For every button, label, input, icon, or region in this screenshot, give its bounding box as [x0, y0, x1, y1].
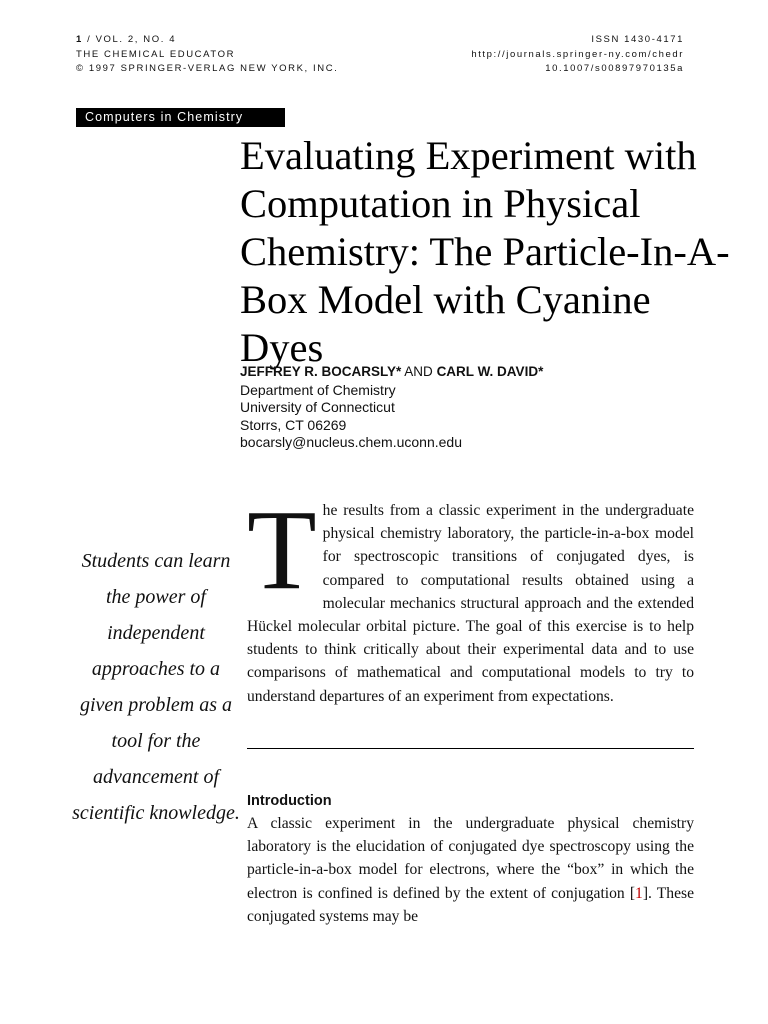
- doi: 10.1007/s00897970135a: [545, 63, 684, 74]
- university: University of Connecticut: [240, 399, 395, 416]
- page-number: 1: [76, 34, 83, 45]
- department: Department of Chemistry: [240, 382, 396, 398]
- intro-text-continued: . These conjugated systems may be: [247, 884, 695, 925]
- author-line: [240, 363, 543, 380]
- author-2: CARL W. DAVID*: [436, 364, 544, 379]
- journal-name: THE CHEMICAL EDUCATOR: [76, 48, 236, 60]
- volume-line: [76, 33, 338, 48]
- email-link[interactable]: bocarsly@nucleus.chem.uconn.edu: [240, 433, 463, 450]
- divider-rule: [247, 748, 694, 749]
- city: Storrs, CT 06269: [240, 416, 347, 433]
- introduction-body: [247, 812, 694, 928]
- citation-link[interactable]: 1: [635, 884, 643, 902]
- article-title: Evaluating Experiment with Computation in Physical Chemistry: The Particle-In-A-Box Model with Cyanine Dyes: [240, 133, 730, 370]
- running-header-left: [76, 33, 338, 77]
- abstract-text: he results from a classic experiment in the undergraduate physical chemistry laboratory, the particle-in-a-box model for spectroscopic transitions of conjugated dyes, is compared to computational results obtained using a molecular mechanics structural approach and the extended Hückel molecular orbital picture. The goal of this exercise is to help students to think critically about their experimental data and to use comparisons of mathematical and computational models to try to understand departures of an experiment from expectations.: [247, 502, 694, 705]
- author-1: JEFFREY R. BOCARSLY*: [240, 364, 402, 379]
- issn: ISSN 1430-4171: [591, 34, 684, 45]
- affiliation: [240, 382, 462, 451]
- ref-bracket-open: [: [629, 884, 636, 902]
- journal-url[interactable]: http://journals.springer-ny.com/chedr: [471, 48, 684, 60]
- section-label: Computers in Chemistry: [76, 108, 285, 127]
- drop-cap: T: [247, 486, 317, 613]
- running-header-right: [471, 33, 684, 77]
- copyright-line: © 1997 SPRINGER-VERLAG NEW YORK, INC.: [76, 63, 339, 74]
- intro-text: A classic experiment in the undergraduate physical chemistry laboratory is the elucidation of conjugated dye spectroscopy using the particle-in-a-box model for electrons, where the “box” in which the electron is confined is defined by the extent of conjugation: [247, 815, 694, 902]
- volume-issue: / VOL. 2, NO. 4: [82, 34, 177, 45]
- abstract: [247, 486, 694, 708]
- pull-quote: Students can learn the power of independent approaches to a given problem as a tool for the advancement of scientific knowledge.: [72, 550, 240, 824]
- ref-bracket-close: ]: [642, 884, 649, 902]
- author-conjunction: AND: [401, 364, 437, 379]
- introduction-heading: Introduction: [247, 793, 332, 809]
